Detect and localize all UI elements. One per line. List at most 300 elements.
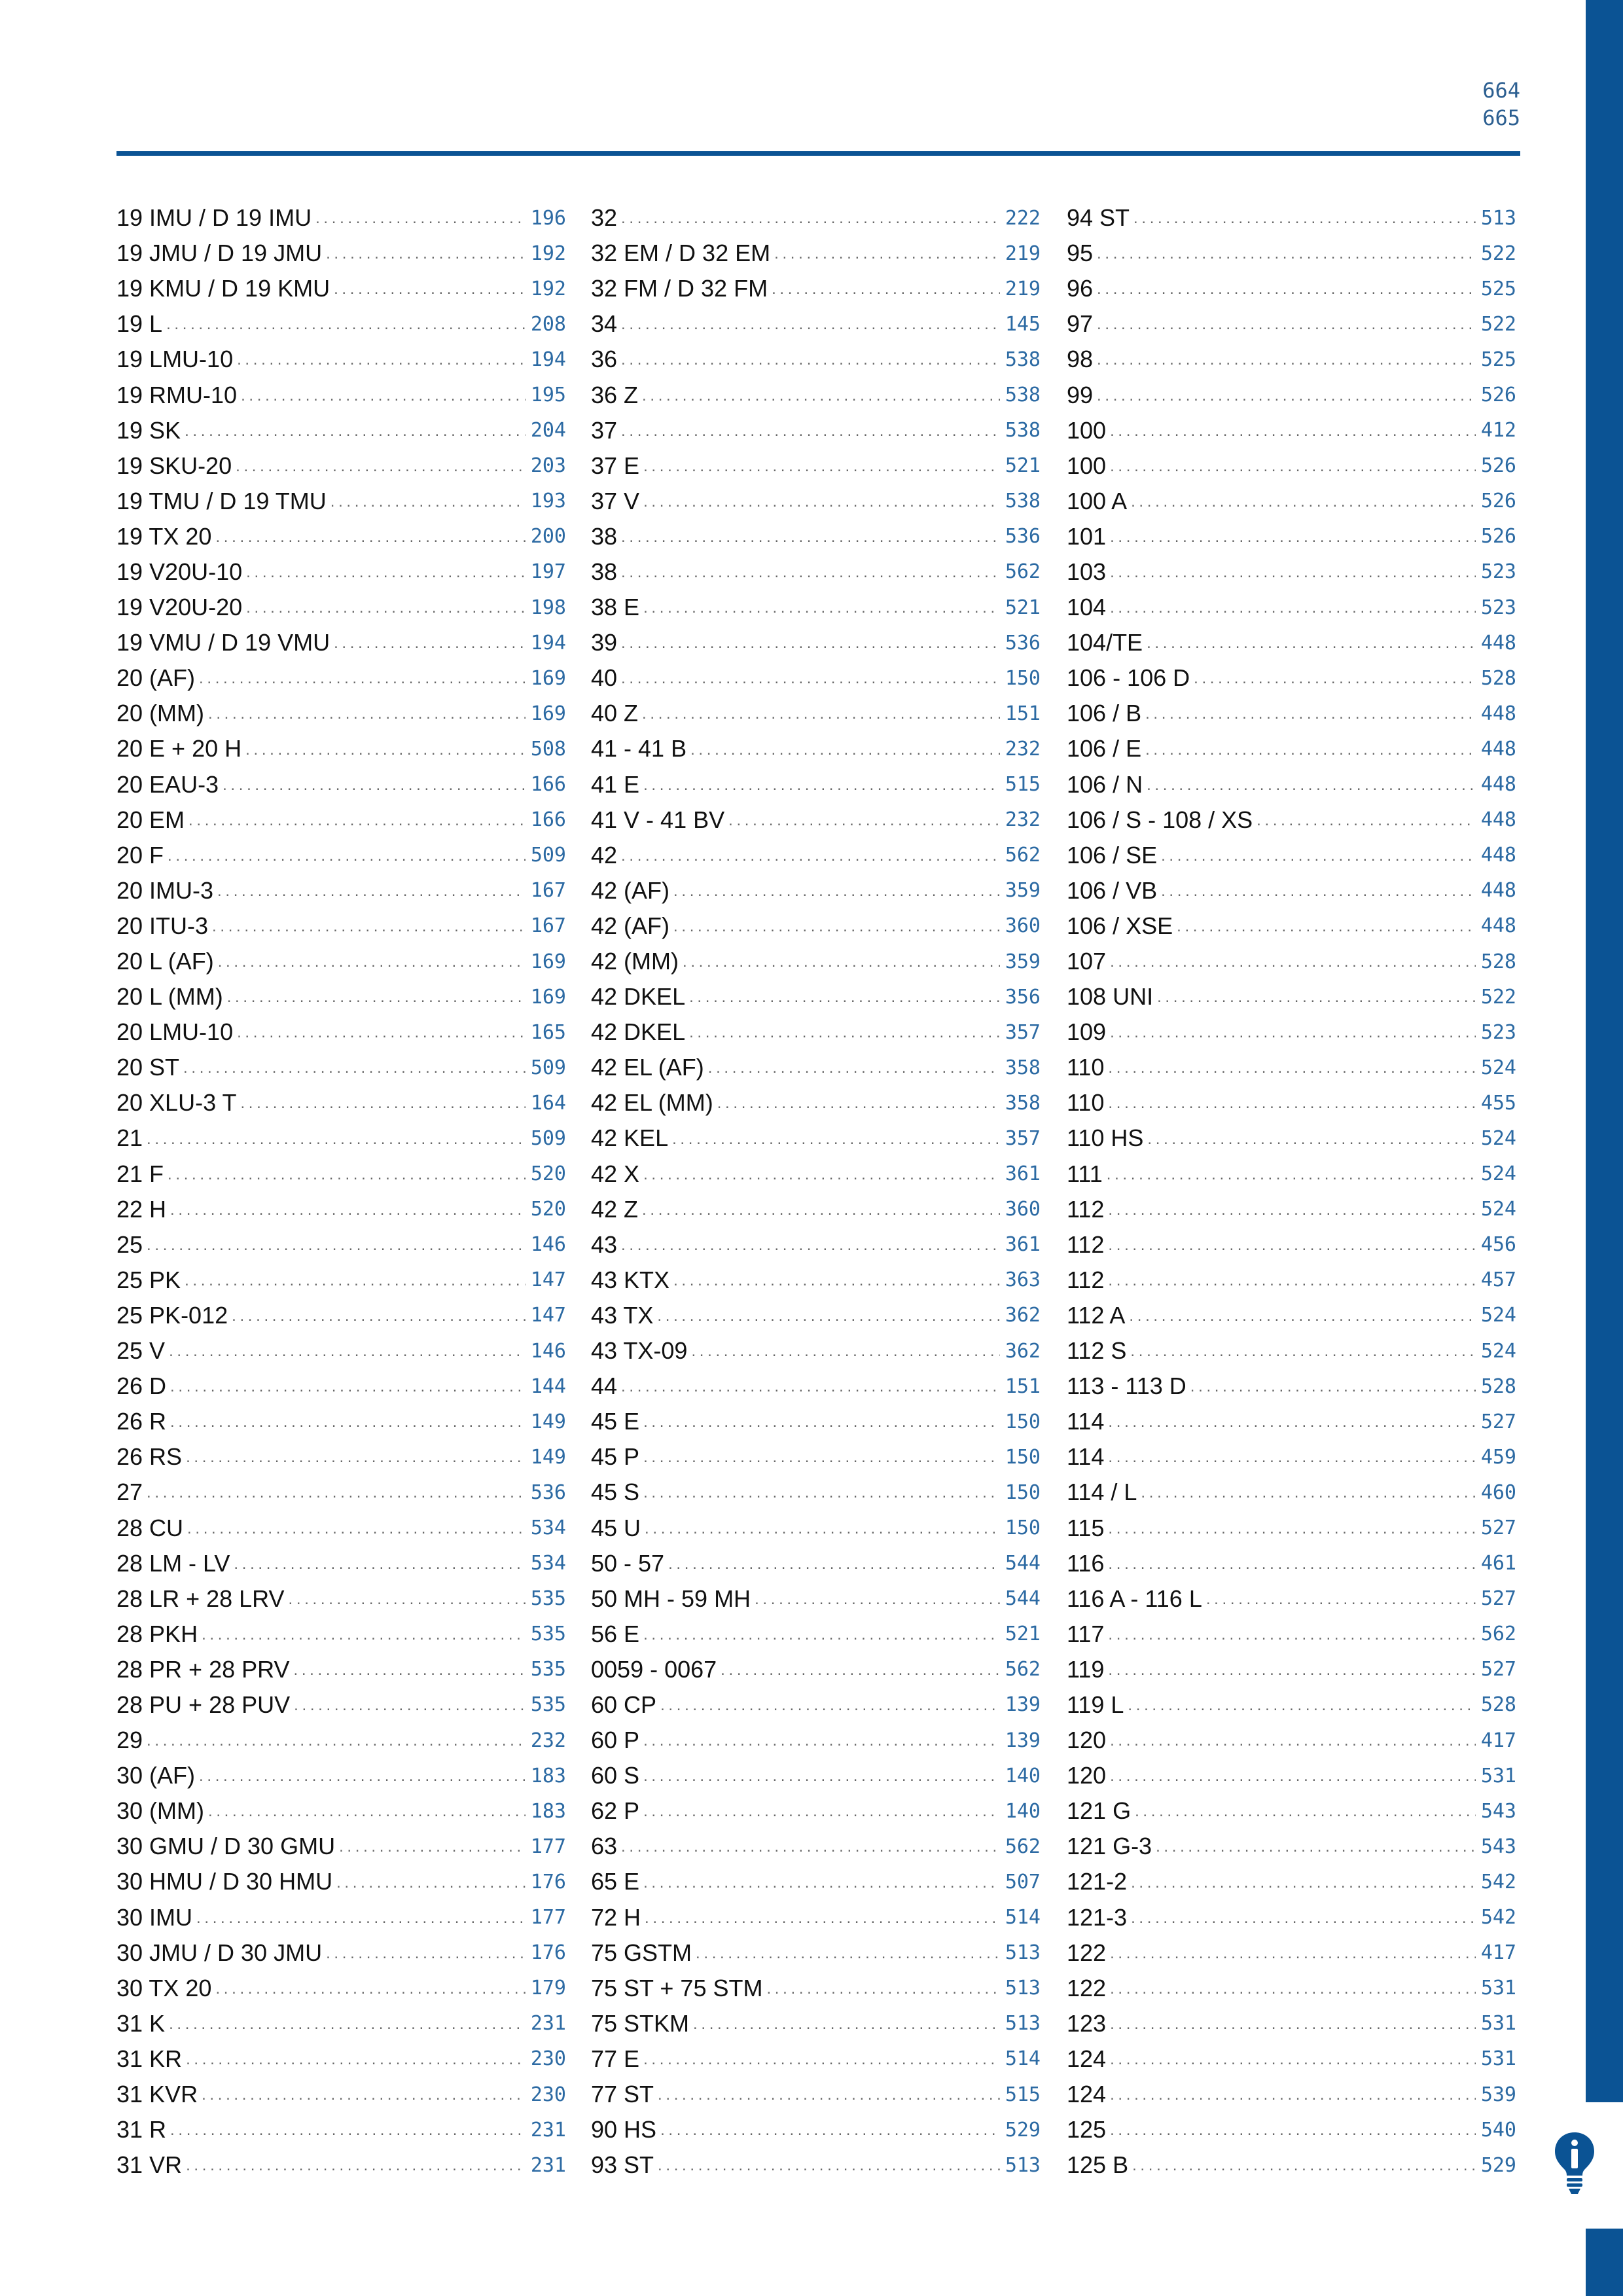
entry-page-number[interactable]: 183 [530,1799,566,1823]
entry-page-number[interactable]: 200 [530,525,566,548]
entry-label: 115 [1067,1514,1105,1541]
entry-page-number[interactable]: 515 [1005,2083,1041,2106]
entry-page-number[interactable]: 461 [1480,1552,1516,1575]
entry-page-number[interactable]: 448 [1480,914,1516,938]
entry-page-number[interactable]: 448 [1480,737,1516,761]
entry-page-number[interactable]: 523 [1480,560,1516,584]
entry-page-number[interactable]: 139 [1005,1729,1041,1752]
index-entry [1067,554,1516,590]
entry-page-number[interactable]: 527 [1480,1587,1516,1611]
entry-page-number[interactable]: 230 [530,2083,566,2106]
dot-leader [643,2041,1000,2077]
entry-page-number[interactable]: 192 [530,242,566,265]
entry-page-number[interactable]: 448 [1480,702,1516,725]
entry-page-number[interactable]: 538 [1005,348,1041,371]
entry-page-number[interactable]: 521 [1005,1623,1041,1646]
entry-page-number[interactable]: 538 [1005,490,1041,513]
entry-label: 112 [1067,1230,1105,1258]
entry-page-number[interactable]: 140 [1005,1764,1041,1787]
index-entry [116,1971,566,2006]
entry-page-number[interactable]: 150 [1005,1516,1041,1540]
entry-label: 124 [1067,2045,1107,2072]
entry-label: 38 [591,558,618,585]
entry-page-number[interactable]: 524 [1480,1162,1516,1186]
dot-leader [1110,2112,1476,2147]
dot-leader [1194,660,1476,696]
entry-page-number[interactable]: 513 [1005,2012,1041,2036]
entry-page-number[interactable]: 524 [1480,1304,1516,1327]
entry-page-number[interactable]: 150 [1005,666,1041,690]
dot-leader [621,625,1000,660]
entry-label: 31 R [116,2116,167,2144]
entry-page-number[interactable]: 146 [530,1233,566,1257]
index-entry [116,1793,566,1829]
entry-page-number[interactable]: 192 [530,277,566,300]
entry-page-number[interactable]: 232 [1005,808,1041,832]
entry-page-number[interactable]: 360 [1005,914,1041,938]
index-entry [591,979,1041,1014]
entry-page-number[interactable]: 562 [1005,1658,1041,1681]
entry-page-number[interactable]: 527 [1480,1410,1516,1433]
entry-label: 19 IMU / D 19 IMU [116,204,312,232]
index-entry [116,377,566,412]
index-entry [591,944,1041,979]
entry-page-number[interactable]: 151 [1005,702,1041,725]
index-entry [1067,1263,1516,1298]
index-entry [591,590,1041,625]
dot-leader [339,1829,526,1864]
index-entry [1067,1227,1516,1263]
dot-leader [689,979,1000,1014]
entry-page-number[interactable]: 231 [530,2118,566,2142]
index-entry [116,1652,566,1687]
entry-page-number[interactable]: 538 [1005,384,1041,407]
entry-page-number[interactable]: 515 [1005,773,1041,797]
entry-page-number[interactable]: 507 [1005,1870,1041,1893]
dot-leader [691,1333,999,1369]
entry-page-number[interactable]: 528 [1480,1693,1516,1717]
dot-leader [643,1723,1000,1758]
entry-page-number[interactable]: 198 [530,596,566,619]
entry-page-number[interactable]: 177 [530,1906,566,1929]
entry-page-number[interactable]: 522 [1480,312,1516,336]
entry-page-number[interactable]: 526 [1480,454,1516,478]
entry-page-number[interactable]: 169 [530,666,566,690]
index-entry [1067,1121,1516,1156]
entry-page-number[interactable]: 514 [1005,1906,1041,1929]
entry-page-number[interactable]: 176 [530,1870,566,1893]
dot-leader [1110,1971,1476,2006]
dot-leader [1145,696,1476,731]
entry-page-number[interactable]: 540 [1480,2118,1516,2142]
entry-page-number[interactable]: 149 [530,1410,566,1433]
index-entry [591,306,1041,342]
entry-label: 38 [591,522,618,550]
entry-page-number[interactable]: 150 [1005,1445,1041,1469]
entry-label: 20 ITU-3 [116,912,209,939]
entry-page-number[interactable]: 524 [1480,1056,1516,1079]
entry-page-number[interactable]: 147 [530,1268,566,1292]
entry-page-number[interactable]: 535 [530,1693,566,1717]
entry-page-number[interactable]: 457 [1480,1268,1516,1292]
index-entry [116,1900,566,1935]
entry-label: 65 E [591,1868,640,1895]
entry-page-number[interactable]: 169 [530,950,566,973]
entry-page-number[interactable]: 562 [1005,844,1041,867]
entry-label: 32 EM / D 32 EM [591,240,771,267]
dot-leader [643,1475,1000,1510]
entry-page-number[interactable]: 195 [530,384,566,407]
entry-page-number[interactable]: 194 [530,631,566,655]
entry-page-number[interactable]: 522 [1480,985,1516,1009]
entry-label: 28 PR + 28 PRV [116,1655,290,1683]
entry-label: 42 (AF) [591,876,670,904]
entry-page-number[interactable]: 360 [1005,1198,1041,1221]
entry-page-number[interactable]: 193 [530,490,566,513]
dot-leader [660,1687,1000,1723]
dot-leader [294,1687,526,1723]
index-entry [1067,1971,1516,2006]
entry-page-number[interactable]: 147 [530,1304,566,1327]
entry-page-number[interactable]: 149 [530,1445,566,1469]
entry-label: 106 / SE [1067,841,1158,869]
dot-leader [315,200,526,236]
entry-page-number[interactable]: 203 [530,454,566,478]
index-entry [1067,236,1516,271]
entry-label: 75 GSTM [591,1939,692,1966]
index-column-2 [591,200,1041,2183]
entry-label: 120 [1067,1762,1107,1789]
entry-label: 20 (MM) [116,700,204,727]
entry-page-number[interactable]: 513 [1005,1941,1041,1965]
entry-page-number[interactable]: 513 [1005,1977,1041,2000]
entry-page-number[interactable]: 166 [530,808,566,832]
dot-leader [183,1050,526,1085]
entry-page-number[interactable]: 521 [1005,454,1041,478]
entry-label: 39 [591,629,618,656]
index-entry [591,377,1041,412]
entry-page-number[interactable]: 448 [1480,773,1516,797]
entry-label: 101 [1067,522,1107,550]
dot-leader [330,484,526,519]
entry-label: 50 MH - 59 MH [591,1585,751,1612]
entry-label: 20 L (AF) [116,948,214,975]
entry-label: 20 LMU-10 [116,1018,234,1046]
entry-label: 43 TX [591,1301,654,1329]
entry-label: 62 P [591,1797,640,1825]
entry-page-number[interactable]: 139 [1005,1693,1041,1717]
entry-page-number[interactable]: 460 [1480,1480,1516,1504]
entry-label: 42 DKEL [591,983,686,1011]
dot-leader [1133,200,1476,236]
entry-page-number[interactable]: 528 [1480,666,1516,690]
dot-leader [1108,1652,1475,1687]
entry-page-number[interactable]: 361 [1005,1162,1041,1186]
index-entry [1067,2006,1516,2041]
index-entry [591,1263,1041,1298]
entry-page-number[interactable]: 526 [1480,525,1516,548]
entry-page-number[interactable]: 514 [1005,2047,1041,2071]
entry-page-number[interactable]: 144 [530,1374,566,1398]
dot-leader [673,1263,1000,1298]
index-entry [116,802,566,838]
entry-label: 106 / E [1067,735,1142,762]
index-entry [591,731,1041,766]
entry-page-number[interactable]: 524 [1480,1126,1516,1150]
entry-label: 100 [1067,416,1107,444]
entry-page-number[interactable]: 357 [1005,1020,1041,1044]
entry-page-number[interactable]: 183 [530,1764,566,1787]
entry-page-number[interactable]: 231 [530,2153,566,2177]
index-entry [116,660,566,696]
entry-page-number[interactable]: 222 [1005,206,1041,230]
entry-page-number[interactable]: 459 [1480,1445,1516,1469]
entry-page-number[interactable]: 534 [530,1516,566,1540]
entry-page-number[interactable]: 536 [1005,525,1041,548]
entry-page-number[interactable]: 219 [1005,242,1041,265]
index-entry [591,625,1041,660]
dot-leader [326,1935,526,1971]
entry-page-number[interactable]: 358 [1005,1091,1041,1115]
entry-page-number[interactable]: 538 [1005,419,1041,442]
entry-page-number[interactable]: 535 [530,1623,566,1646]
info-lightbulb-icon[interactable] [1552,2130,1597,2202]
entry-label: 19 KMU / D 19 KMU [116,275,330,302]
entry-page-number[interactable]: 356 [1005,985,1041,1009]
entry-page-number[interactable]: 164 [530,1091,566,1115]
dot-leader [1108,1192,1475,1227]
entry-page-number[interactable]: 529 [1005,2118,1041,2142]
entry-page-number[interactable]: 208 [530,312,566,336]
dot-leader [240,1085,525,1121]
dot-leader [199,660,526,696]
dot-leader [147,1723,526,1758]
entry-page-number[interactable]: 531 [1480,2047,1516,2071]
entry-page-number[interactable]: 534 [530,1552,566,1575]
entry-page-number[interactable]: 529 [1480,2153,1516,2177]
entry-page-number[interactable]: 219 [1005,277,1041,300]
dot-leader [232,1298,526,1333]
entry-page-number[interactable]: 523 [1480,596,1516,619]
entry-page-number[interactable]: 543 [1480,1799,1516,1823]
entry-page-number[interactable]: 359 [1005,950,1041,973]
entry-page-number[interactable]: 179 [530,1977,566,2000]
dot-leader [185,413,526,448]
entry-page-number[interactable]: 562 [1480,1623,1516,1646]
entry-page-number[interactable]: 525 [1480,348,1516,371]
dot-leader [672,1121,1000,1156]
entry-page-number[interactable]: 363 [1005,1268,1041,1292]
page-numbers [1482,77,1520,132]
dot-leader [717,1085,1000,1121]
entry-page-number[interactable]: 523 [1480,1020,1516,1044]
entry-page-number[interactable]: 524 [1480,1339,1516,1363]
entry-page-number[interactable]: 448 [1480,808,1516,832]
dot-leader [1097,236,1476,271]
entry-page-number[interactable]: 359 [1005,879,1041,903]
dot-leader [1147,625,1476,660]
entry-page-number[interactable]: 509 [530,1126,566,1150]
dot-leader [1110,1935,1476,1971]
entry-label: 19 TX 20 [116,522,212,550]
entry-page-number[interactable]: 196 [530,206,566,230]
entry-label: 40 Z [591,700,639,727]
index-entry [116,1121,566,1156]
entry-page-number[interactable]: 169 [530,985,566,1009]
dot-leader [683,944,1000,979]
entry-page-number[interactable]: 140 [1005,1799,1041,1823]
dot-leader [643,767,1000,802]
entry-page-number[interactable]: 542 [1480,1906,1516,1929]
entry-label: 25 PK-012 [116,1301,228,1329]
dot-leader [693,2006,1000,2041]
entry-page-number[interactable]: 528 [1480,950,1516,973]
entry-label: 45 S [591,1479,640,1506]
entry-page-number[interactable]: 417 [1480,1729,1516,1752]
entry-page-number[interactable]: 456 [1480,1233,1516,1257]
entry-page-number[interactable]: 448 [1480,844,1516,867]
index-entry [116,590,566,625]
entry-label: 106 / N [1067,770,1143,798]
entry-page-number[interactable]: 524 [1480,1198,1516,1221]
index-entry [1067,1404,1516,1439]
entry-page-number[interactable]: 562 [1005,1835,1041,1858]
index-entry [1067,1829,1516,1864]
entry-page-number[interactable]: 357 [1005,1126,1041,1150]
entry-page-number[interactable]: 165 [530,1020,566,1044]
index-entry [116,2006,566,2041]
dot-leader [621,838,1000,873]
entry-label: 108 UNI [1067,983,1154,1011]
dot-leader [1108,1085,1475,1121]
index-entry [591,1475,1041,1510]
entry-page-number[interactable]: 232 [1005,737,1041,761]
index-entry [1067,944,1516,979]
entry-page-number[interactable]: 362 [1005,1339,1041,1363]
index-entry [1067,838,1516,873]
entry-page-number[interactable]: 526 [1480,384,1516,407]
entry-page-number[interactable]: 197 [530,560,566,584]
entry-page-number[interactable]: 358 [1005,1056,1041,1079]
entry-page-number[interactable]: 513 [1480,206,1516,230]
index-entry [591,1723,1041,1758]
entry-page-number[interactable]: 509 [530,844,566,867]
dot-leader [1131,484,1476,519]
index-entry [591,660,1041,696]
entry-page-number[interactable]: 536 [1005,631,1041,655]
index-entry [591,484,1041,519]
entry-page-number[interactable]: 542 [1480,1870,1516,1893]
entry-page-number[interactable]: 543 [1480,1835,1516,1858]
sidebar-accent-bar [1586,0,1623,2102]
entry-page-number[interactable]: 150 [1005,1480,1041,1504]
entry-page-number[interactable]: 448 [1480,879,1516,903]
entry-page-number[interactable]: 535 [530,1587,566,1611]
dot-leader [621,1829,1000,1864]
entry-page-number[interactable]: 166 [530,773,566,797]
entry-page-number[interactable]: 539 [1480,2083,1516,2106]
entry-page-number[interactable]: 232 [530,1729,566,1752]
entry-page-number[interactable]: 509 [530,1056,566,1079]
entry-page-number[interactable]: 150 [1005,1410,1041,1433]
entry-page-number[interactable]: 412 [1480,419,1516,442]
entry-page-number[interactable]: 513 [1005,2153,1041,2177]
entry-page-number[interactable]: 204 [530,419,566,442]
entry-page-number[interactable]: 531 [1480,1764,1516,1787]
entry-page-number[interactable]: 167 [530,879,566,903]
entry-page-number[interactable]: 231 [530,2012,566,2036]
entry-page-number[interactable]: 536 [530,1480,566,1504]
entry-label: 30 GMU / D 30 GMU [116,1833,336,1860]
entry-page-number[interactable]: 531 [1480,2012,1516,2036]
entry-page-number[interactable]: 361 [1005,1233,1041,1257]
entry-page-number[interactable]: 145 [1005,312,1041,336]
entry-page-number[interactable]: 526 [1480,490,1516,513]
entry-page-number[interactable]: 177 [530,1835,566,1858]
entry-page-number[interactable]: 522 [1480,242,1516,265]
entry-page-number[interactable]: 520 [530,1162,566,1186]
index-entry [116,271,566,306]
dot-leader [728,802,1000,838]
entry-page-number[interactable]: 169 [530,702,566,725]
entry-page-number[interactable]: 525 [1480,277,1516,300]
entry-page-number[interactable]: 520 [530,1198,566,1221]
index-entry [591,236,1041,271]
index-entry [116,1617,566,1652]
entry-page-number[interactable]: 194 [530,348,566,371]
index-entry [1067,1900,1516,1935]
index-entry [1067,696,1516,731]
entry-page-number[interactable]: 544 [1005,1587,1041,1611]
dot-leader [187,1510,526,1545]
entry-label: 121 G-3 [1067,1833,1152,1860]
entry-label: 41 E [591,770,640,798]
entry-page-number[interactable]: 562 [1005,560,1041,584]
dot-leader [170,1404,526,1439]
entry-page-number[interactable]: 167 [530,914,566,938]
entry-page-number[interactable]: 448 [1480,631,1516,655]
index-entry [116,2112,566,2147]
entry-page-number[interactable]: 521 [1005,596,1041,619]
entry-page-number[interactable]: 176 [530,1941,566,1965]
index-entry [1067,2147,1516,2183]
entry-page-number[interactable]: 528 [1480,1374,1516,1398]
entry-label: 32 [591,204,618,232]
entry-label: 31 KR [116,2045,183,2072]
entry-page-number[interactable]: 544 [1005,1552,1041,1575]
entry-label: 28 PKH [116,1620,198,1647]
entry-page-number[interactable]: 531 [1480,1977,1516,2000]
entry-label: 60 S [591,1762,640,1789]
entry-page-number[interactable]: 535 [530,1658,566,1681]
entry-page-number[interactable]: 455 [1480,1091,1516,1115]
index-entry [116,1050,566,1085]
entry-page-number[interactable]: 508 [530,737,566,761]
entry-page-number[interactable]: 230 [530,2047,566,2071]
entry-page-number[interactable]: 527 [1480,1658,1516,1681]
entry-label: 60 CP [591,1691,657,1718]
entry-label: 121 G [1067,1797,1132,1825]
entry-page-number[interactable]: 151 [1005,1374,1041,1398]
index-entry [591,1121,1041,1156]
entry-page-number[interactable]: 146 [530,1339,566,1363]
entry-page-number[interactable]: 362 [1005,1304,1041,1327]
entry-page-number[interactable]: 527 [1480,1516,1516,1540]
entry-page-number[interactable]: 417 [1480,1941,1516,1965]
dot-leader [1110,590,1476,625]
entry-label: 28 PU + 28 PUV [116,1691,291,1718]
dot-leader [721,1652,1000,1687]
